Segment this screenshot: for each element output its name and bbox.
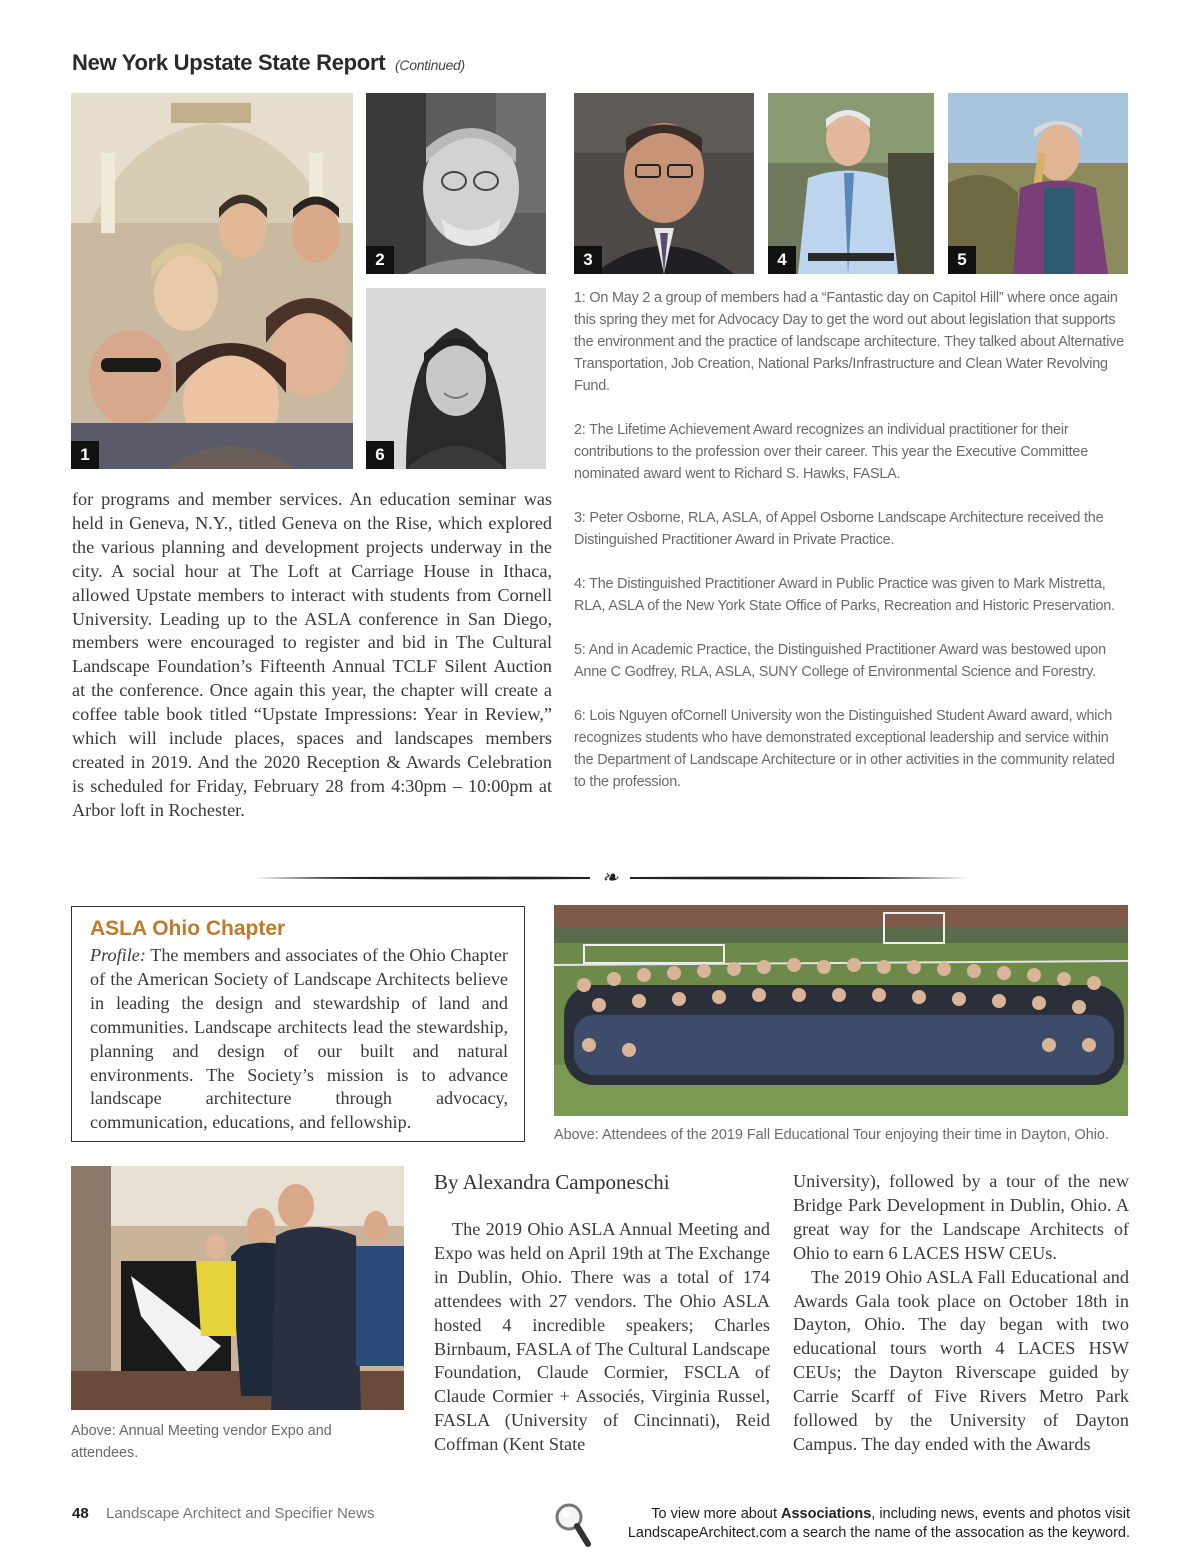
ohio-profile-text [90, 944, 508, 1135]
photo-number-badge: 1 [71, 441, 99, 469]
photo-3-portrait [574, 93, 754, 274]
section-title: New York Upstate State Report [72, 50, 386, 75]
ohio-chapter-title: ASLA Ohio Chapter [90, 917, 286, 940]
photo-4-portrait [768, 93, 934, 274]
caption-5: 5: And in Academic Practice, the Distinguished Practitioner Award was bestowed upon Anne C Godfrey, RLA, ASLA, SUNY College of Environmental Science and Forestry. [574, 642, 1106, 680]
photo-number-badge: 4 [768, 246, 796, 274]
promo-text: To view more about [651, 1506, 782, 1522]
photo-number-badge: 5 [948, 246, 976, 274]
ohio-group-photo [554, 905, 1128, 1116]
photo-captions [574, 287, 1130, 815]
promo-keyword: Associations [781, 1506, 872, 1522]
ohio-article-col-2 [793, 1170, 1129, 1457]
profile-body: The members and associates of the Ohio Chapter of the American Society of Landscape Architects believe in leading the design and stewardship of land and communities. Landscape architects lead the stewardship, planning and design of our built and natural environments. The Society’s mission is to advance landscape architecture through advocacy, communication, educations, and fellowship. [90, 945, 508, 1133]
page-title [72, 50, 465, 76]
continued-label: (Continued) [395, 57, 465, 73]
ohio-expo-photo [71, 1166, 404, 1410]
svg-text:❧: ❧ [601, 868, 619, 888]
article-byline: By Alexandra Camponeschi [434, 1170, 670, 1194]
caption-3: 3: Peter Osborne, RLA, ASLA, of Appel Osborne Landscape Architecture received the Distinguished Practitioner Award in Private Practice. [574, 510, 1104, 548]
expo-photo-caption: Above: Annual Meeting vendor Expo and attendees. [71, 1423, 332, 1461]
photo-1-group-selfie [71, 93, 353, 469]
page-number: 48 [72, 1505, 89, 1522]
photo-2-portrait [366, 93, 546, 274]
caption-4: 4: The Distinguished Practitioner Award in Public Practice was given to Mark Mistretta, RLA, ASLA of the New York State Office of Parks, Recreation and Historic Preservation. [574, 576, 1115, 614]
photo-number-badge: 6 [366, 441, 394, 469]
photo-number-badge: 3 [574, 246, 602, 274]
ny-report-body: for programs and member services. An education seminar was held in Geneva, N.Y., titled Geneva on the Rise, which explored the various planning and development projects underway in the city. A social hour at The Loft at Carriage House in Ithaca, allowed Upstate members to interact with students from Cornell University. Leading up to the ASLA conference in San Diego, members were encouraged to register and bid in The Cultural Landscape Foundation’s Fifteenth Annual TCLF Silent Auction at the conference. Once again this year, the chapter will create a coffee table book titled “Upstate Impressions: Year in Review,” which will include places, spaces and landscapes members created in 2019. And the 2020 Reception & Awards Celebration is scheduled for Friday, February 28 from 4:30pm – 10:00pm at Arbor loft in Rochester. [72, 489, 552, 820]
caption-2: 2: The Lifetime Achievement Award recognizes an individual practitioner for their contributions to the profession over their career. This year the Executive Committee nominated award went to Richard S. Hawks, FASLA. [574, 422, 1089, 482]
ohio-article-para-1: University), followed by a tour of the new Bridge Park Development in Dublin, Ohio. A great way for the Landscape Architects of Ohio to earn 6 LACES HSW CEUs. [793, 1171, 1129, 1263]
photo-5-portrait [948, 93, 1128, 274]
profile-label: Profile: [90, 945, 146, 965]
photo-number-badge: 2 [366, 246, 394, 274]
publication-name: Landscape Architect and Specifier News [106, 1505, 375, 1522]
group-photo-caption: Above: Attendees of the 2019 Fall Educational Tour enjoying their time in Dayton, Ohio. [554, 1127, 1109, 1143]
ohio-article-para-2: The 2019 Ohio ASLA Fall Educational and Awards Gala took place on October 18th in Dayton, Ohio. The day began with two educational tours worth 4 LACES HSW CEUs; the Dayton Riverscape guided by Carrie Scarff of Five Rivers Metro Park followed by the University of Dayton Campus. The day ended with the Awards [793, 1266, 1129, 1454]
caption-6: 6: Lois Nguyen ofCornell University won the Distinguished Student Award award, which recognizes students who have demonstrated exceptional leadership and service within the Department of Landscape Architecture or in other activities in the community related to the profession. [574, 708, 1115, 790]
caption-1: 1: On May 2 a group of members had a “Fantastic day on Capitol Hill” where once again this spring they met for Advocacy Day to get the word out about legislation that supports the environment and the practice of landscape architecture. They talked about Alternative Transportation, Job Creation, National Parks/Infrastructure and Clean Water Revolving Fund. [574, 290, 1124, 394]
footer-promo-line-1 [580, 1505, 1130, 1524]
footer-promo-line-2: LandscapeArchitect.com a search the name of the assocation as the keyword. [627, 1525, 1130, 1541]
section-divider-ornament [250, 868, 970, 888]
promo-text: , including news, events and photos visit [871, 1506, 1130, 1522]
ohio-article-col-1: The 2019 Ohio ASLA Annual Meeting and Expo was held on April 19th at The Exchange in Dublin, Ohio. There was a total of 174 attendees with 27 vendors. The Ohio ASLA hosted 4 incredible speakers; Charles Birnbaum, FASLA of The Cultural Landscape Foundation, Claude Cormier, FSCLA of Claude Cormier + Associés, Virginia Russel, FASLA (University of Cincinnati), Reid Coffman (Kent State [434, 1219, 770, 1455]
footer-promo [580, 1505, 1130, 1543]
photo-6-portrait [366, 288, 546, 469]
